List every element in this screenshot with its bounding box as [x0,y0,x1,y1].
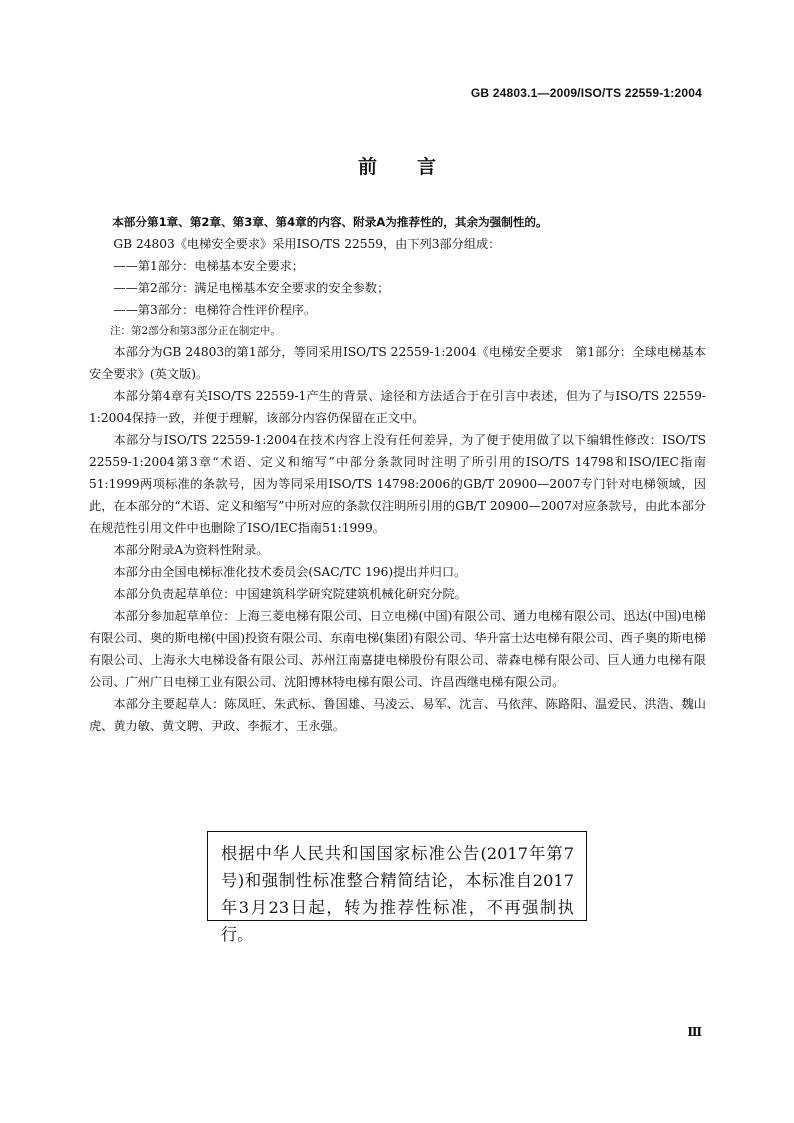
paragraph-normative-scope: 本部分第1章、第2章、第3章、第4章的内容、附录A为推荐性的，其余为强制性的。 [112,215,548,229]
paragraph-lead-drafter: 本部分负责起草单位：中国建筑科学研究院建筑机械化研究分院。 [113,587,467,601]
paragraph-participating-units: 本部分参加起草单位：上海三菱电梯有限公司、日立电梯(中国)有限公司、通力电梯有限公司、迅达(中国)电梯有限公司、奥的斯电梯(中国)投资有限公司、东南电梯(集团)有限公司、华升富士达电梯有限公司、西子奥的斯电梯有限公司、上海永大电梯设备有限公司、苏州江南嘉捷电梯股份有限公司、蒂森电梯有限公司、巨人通力电梯有限公司、广州广日电梯工业有限公司、沈阳博林特电梯有限公司、许昌西继电梯有限公司。 [89,609,706,689]
paragraph-equivalence: 本部分为GB 24803的第1部分，等同采用ISO/TS 22559-1:2004《电梯安全要求 第1部分：全球电梯基本安全要求》(英文版)。 [89,345,706,381]
paragraph-proposer: 本部分由全国电梯标准化技术委员会(SAC/TC 196)提出并归口。 [113,565,467,579]
note: 注：第2部分和第3部分正在制定中。 [110,325,281,337]
list-item-part-3: ——第3部分：电梯符合性评价程序。 [113,303,317,317]
paragraph-parts-intro: GB 24803《电梯安全要求》采用ISO/TS 22559，由下列3部分组成： [113,237,501,251]
paragraph-chapter-4: 本部分第4章有关ISO/TS 22559-1产生的背景、途径和方法适合于在引言中表述，但为了与ISO/TS 22559-1:2004保持一致，并便于理解，该部分内容仍保留在正文中。 [89,389,706,425]
foreword-body [89,211,706,737]
paragraph-editorial-changes: 本部分与ISO/TS 22559-1:2004在技术内容上没有任何差异，为了便于使用做了以下编辑性修改：ISO/TS 22559-1:2004第3章“术语、定义和缩写”中部分条款同时注明了所引用的ISO/TS 14798和ISO/IEC指南51:1999两项标准的条款号，因为等同采用ISO/TS 14798:2006的GB/T 20900—2007专门针对电梯领域，因此，在本部分的“术语、定义和缩写”中所对应的条款仅注明所引用的GB/T 20900—2007对应条款号，由此本部分在规范性引用文件中也删除了ISO/IEC指南51:1999。 [89,433,706,535]
paragraph-main-drafters: 本部分主要起草人：陈凤旺、朱武标、鲁国雄、马凌云、易军、沈言、马依萍、陈路阳、温爱民、洪浩、魏山虎、黄力敏、黄文聘、尹政、李振才、王永强。 [89,697,706,733]
page-number: Ⅲ [687,1025,702,1039]
paragraph-annex: 本部分附录A为资料性附录。 [113,543,269,557]
notice-box: 根据中华人民共和国国家标准公告(2017年第7号)和强制性标准整合精简结论，本标准自2017年3月23日起，转为推荐性标准，不再强制执行。 [207,831,587,921]
standard-code: GB 24803.1—2009/ISO/TS 22559-1:2004 [470,86,702,100]
page-title: 前言 [357,156,476,178]
list-item-part-2: ——第2部分：满足电梯基本安全要求的安全参数； [113,281,390,295]
list-item-part-1: ——第1部分：电梯基本安全要求； [113,259,304,273]
